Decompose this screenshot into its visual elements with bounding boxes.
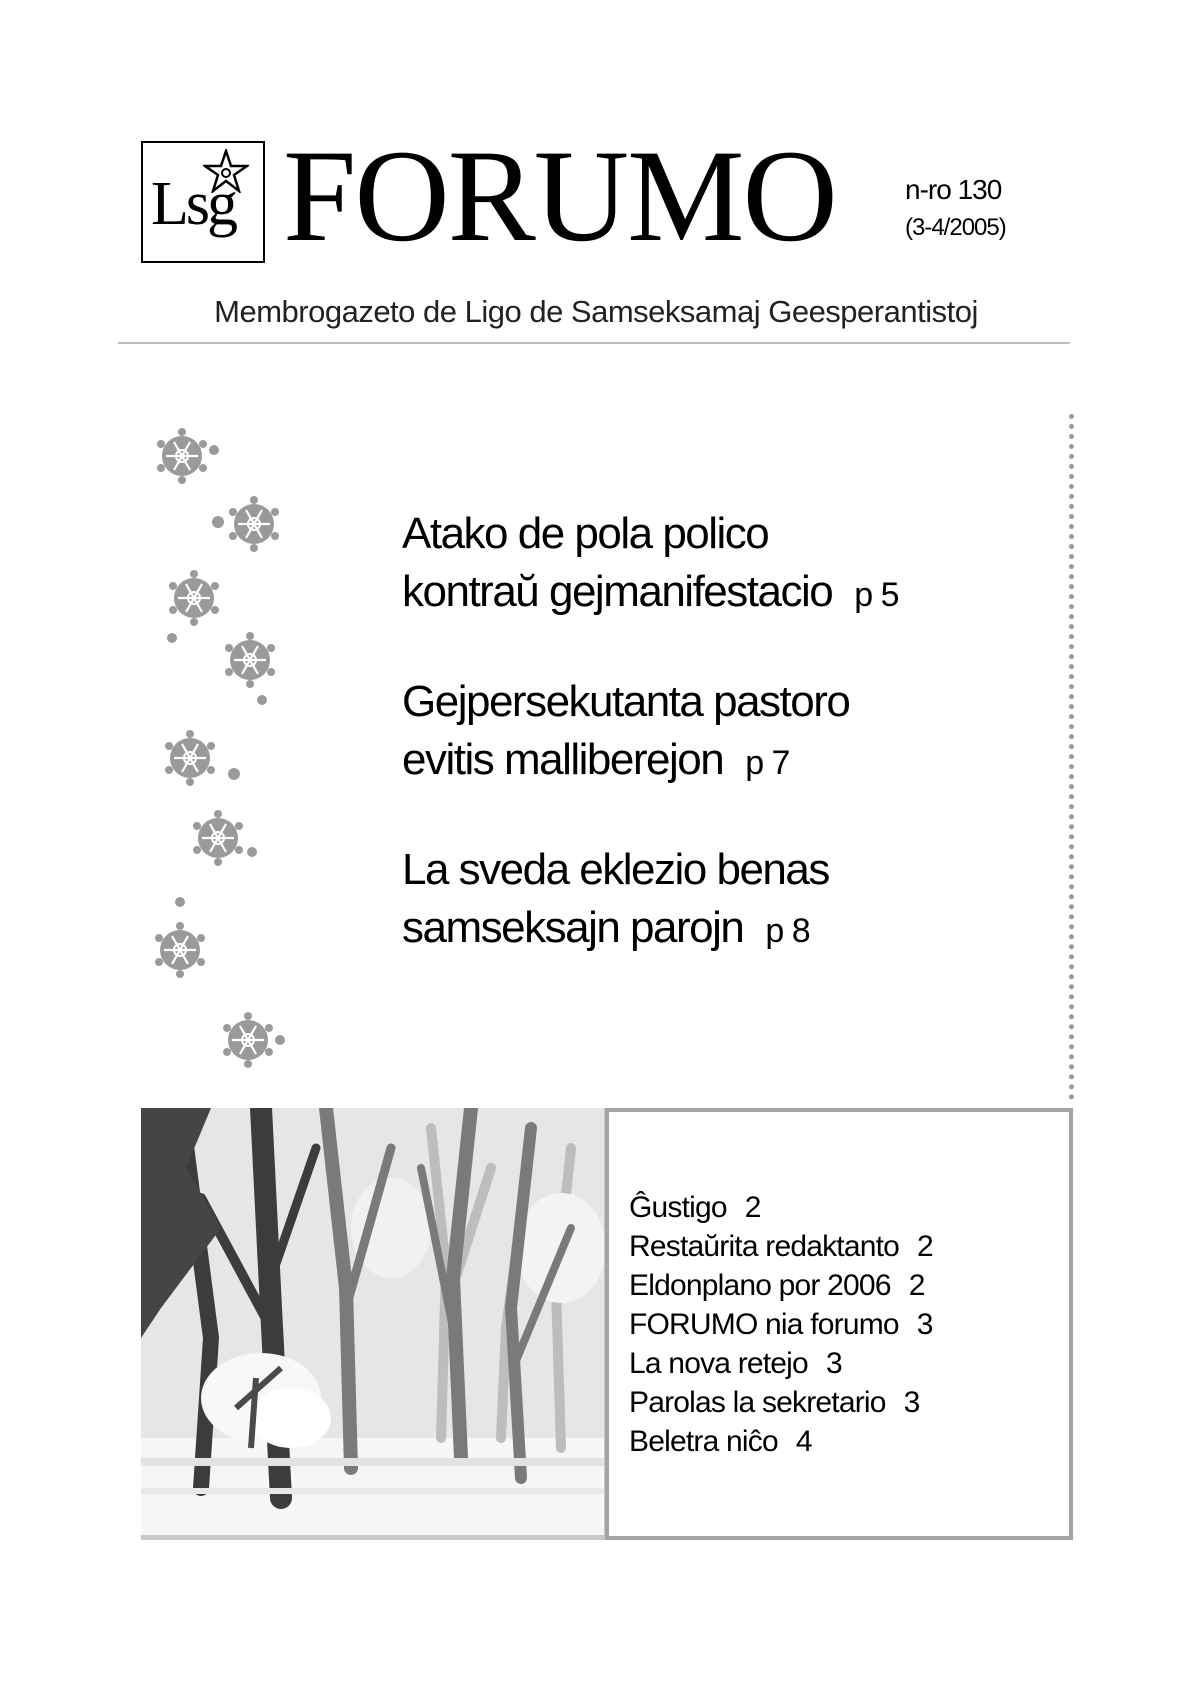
snowflake-icon — [229, 496, 279, 552]
headline-page: p 7 — [745, 744, 790, 782]
headline[interactable] — [402, 505, 1052, 624]
contents-page: 3 — [825, 1347, 842, 1380]
cover-headlines — [402, 505, 1052, 1009]
snow-dot — [209, 445, 219, 455]
magazine-title: FORUMO — [283, 122, 836, 269]
contents-page: 3 — [916, 1308, 933, 1341]
contents-item[interactable] — [629, 1227, 933, 1266]
snowflake-icon — [193, 810, 243, 866]
contents-page: 2 — [744, 1191, 761, 1224]
snow-dot — [212, 516, 224, 528]
contents-page: 3 — [903, 1386, 920, 1419]
contents-item[interactable] — [629, 1266, 933, 1305]
snow-dot — [257, 695, 267, 705]
contents-label: FORUMO nia forumo — [629, 1308, 899, 1341]
contents-item[interactable] — [629, 1422, 933, 1461]
snow-dot — [275, 1035, 285, 1045]
snow-dot — [175, 897, 185, 907]
contents-page: 2 — [917, 1230, 933, 1263]
snow-dot — [247, 847, 257, 857]
snowflake-icon — [225, 632, 275, 688]
issue-date: (3-4/2005) — [905, 214, 1006, 241]
snowflake-icon — [157, 428, 207, 484]
contents-label: La nova retejo — [629, 1347, 808, 1380]
headline-page: p 8 — [765, 912, 810, 950]
headline-line: samseksajn parojn — [402, 903, 744, 952]
contents-label: Beletra niĉo — [629, 1425, 778, 1458]
headline[interactable] — [402, 673, 1052, 792]
snowflake-icon — [155, 922, 205, 978]
headline-line: kontraŭ gejmanifestacio — [402, 567, 833, 616]
contents-list — [629, 1188, 933, 1461]
lsg-logo — [141, 141, 265, 263]
snowflake-icon — [169, 570, 219, 626]
winter-forest-illustration — [141, 1108, 607, 1540]
logo-text: Lsg — [151, 170, 235, 238]
winter-forest-image — [141, 1108, 604, 1535]
contents-page: 4 — [795, 1425, 812, 1458]
contents-label: Parolas la sekretario — [629, 1386, 886, 1419]
snowflake-decoration — [140, 420, 300, 1080]
contents-box — [605, 1108, 1073, 1540]
issue-number: n-ro 130 — [905, 174, 1002, 205]
magazine-subtitle — [0, 294, 1200, 330]
snowflake-icon — [223, 1012, 273, 1068]
header-divider — [118, 342, 1070, 344]
contents-item[interactable] — [629, 1305, 933, 1344]
snow-dot — [167, 633, 177, 643]
contents-label: Eldonplano por 2006 — [629, 1269, 891, 1302]
contents-item[interactable] — [629, 1383, 933, 1422]
contents-label: Ĝustigo — [629, 1191, 727, 1224]
contents-item[interactable] — [629, 1344, 933, 1383]
contents-item[interactable] — [629, 1188, 933, 1227]
headline-line: La sveda eklezio benas — [402, 845, 829, 894]
headline-line: Gejpersekutanta pastoro — [402, 677, 850, 726]
subtitle-text: Membrogazeto de Ligo de Samseksamaj Geesperantistoj — [214, 294, 978, 329]
vertical-dotted-divider — [1069, 414, 1074, 1100]
headline-line: Atako de pola polico — [402, 509, 769, 558]
headline-line: evitis malliberejon — [402, 735, 724, 784]
contents-label: Restaŭrita redaktanto — [629, 1230, 900, 1263]
headline[interactable] — [402, 841, 1052, 960]
snow-dot — [228, 768, 240, 780]
headline-page: p 5 — [854, 576, 899, 614]
snowflake-icon — [165, 730, 215, 786]
contents-page: 2 — [908, 1269, 925, 1302]
